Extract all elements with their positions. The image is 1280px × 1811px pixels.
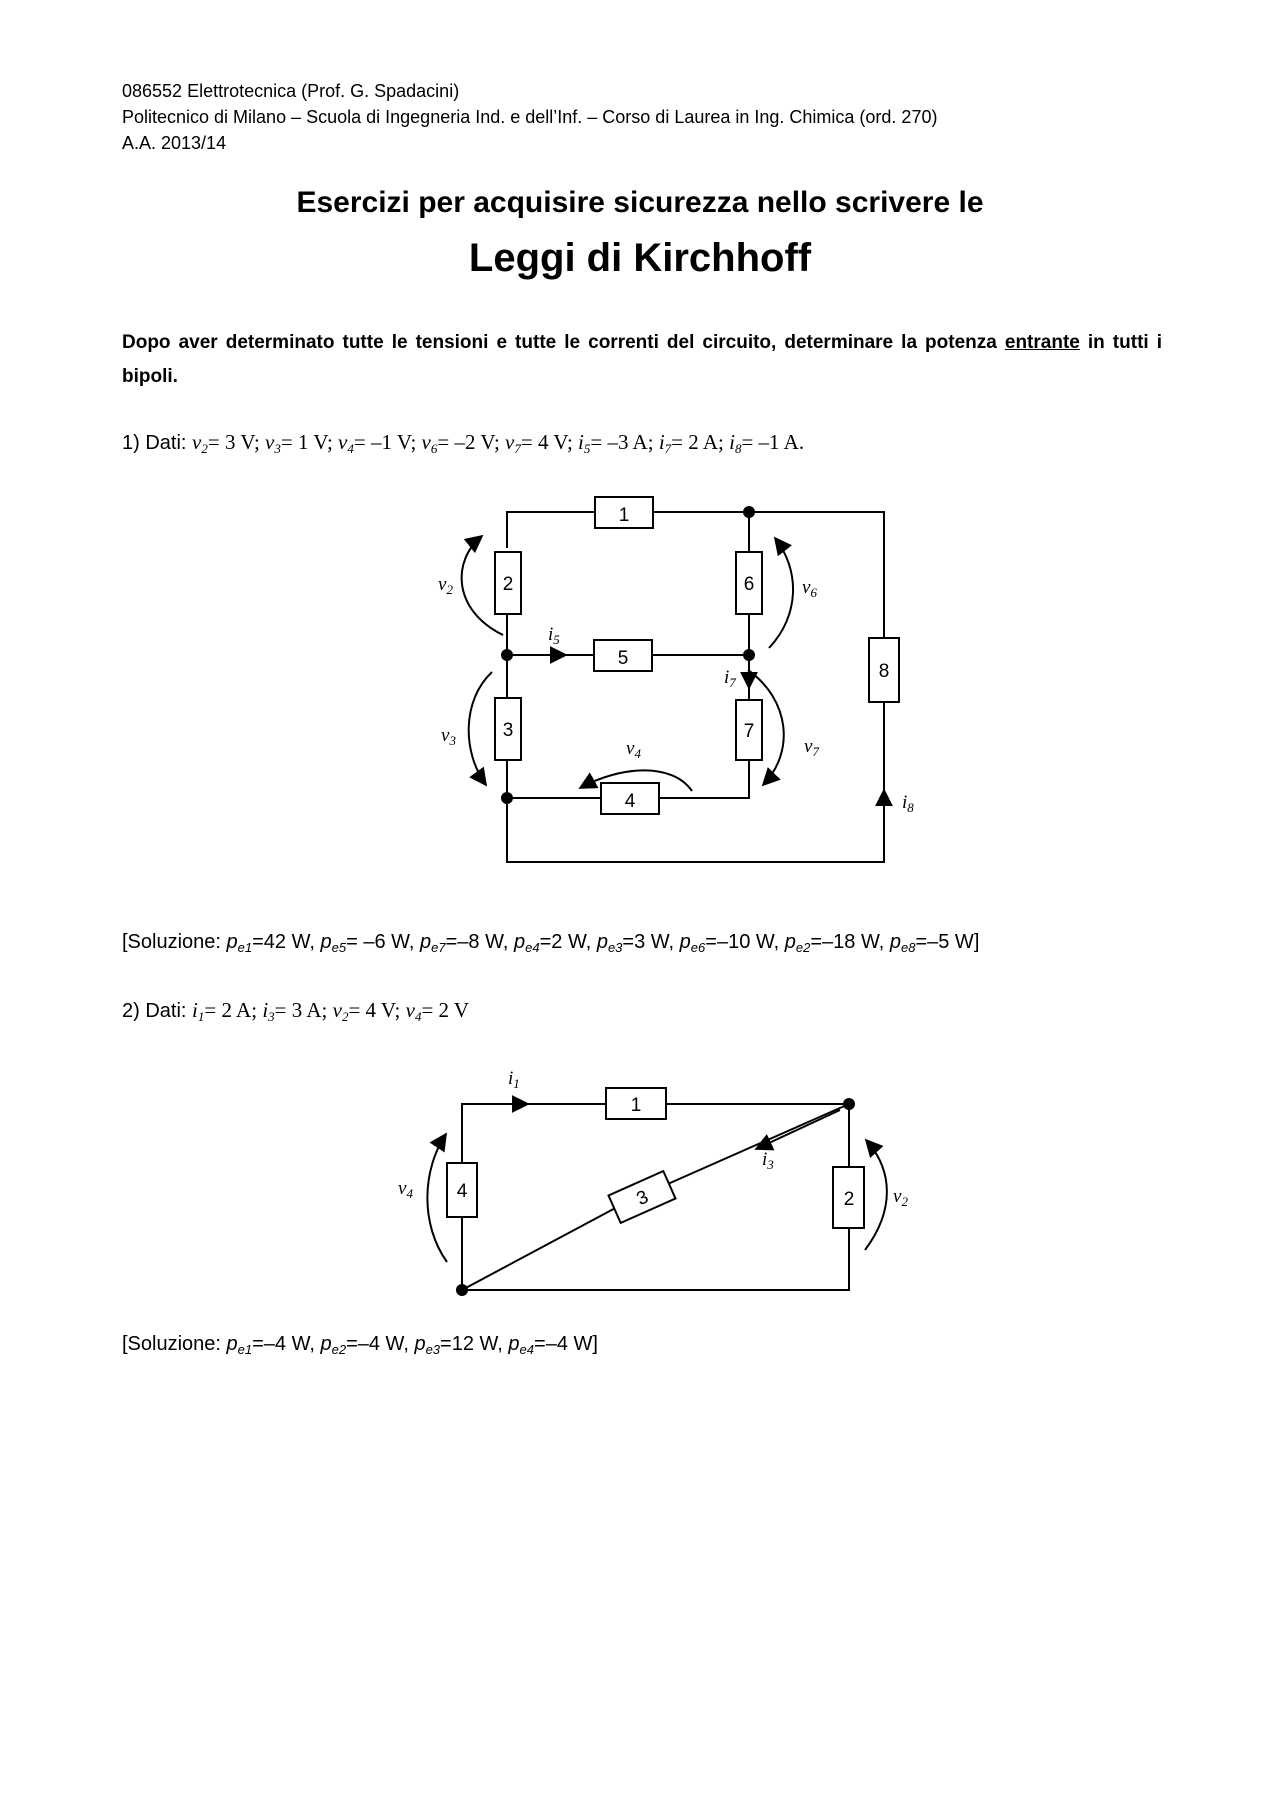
solution-value: =–4 W, [346,1333,415,1355]
data-subscript: 3 [274,441,281,456]
solution-subscript: e1 [237,1342,253,1357]
i1-label: $i_1$ [508,1068,520,1091]
data-subscript: 3 [268,1009,275,1024]
solution-value: =–4 W] [534,1333,598,1355]
data-subscript: 2 [201,441,208,456]
solution-value: =–4 W, [252,1333,321,1355]
i3-arrow [756,1110,840,1149]
data-value: = 2 A [204,998,252,1022]
solution-subscript: e3 [607,940,623,955]
power-symbol: p [679,931,691,953]
solution-value: =–18 W, [810,931,890,953]
solution-value: =–8 W, [445,931,514,953]
i3-label: $i_3$ [762,1149,774,1172]
power-symbol: p [226,931,238,953]
data-symbol: i [262,998,269,1022]
power-symbol: p [513,931,526,953]
data-symbol: v [338,430,348,454]
data-subscript: 6 [430,441,438,456]
bipole-5-number: 5 [617,648,629,669]
i5-label: $i_5$ [548,624,560,647]
solution-value: = –6 W, [346,931,421,953]
power-symbol: p [420,931,432,953]
solution-value: =12 W, [440,1333,509,1355]
circuit-2 [427,1088,887,1296]
title-line-2: Leggi di Kirchhoff [468,236,812,280]
circuit-1-wires [507,512,884,862]
power-symbol: p [320,931,332,953]
data-value: = 4 V [520,430,567,454]
v2-arrow [865,1140,887,1250]
header-course-line: 086552 Elettrotecnica (Prof. G. Spadacini) [122,81,460,101]
data-value: = 3 A [274,998,322,1022]
data-subscript: 7 [664,441,672,456]
v4-arrow [427,1134,447,1262]
solution-value: =3 W, [622,931,680,953]
v7-label: $v_7$ [804,736,819,759]
data-value: = 2 A [671,430,719,454]
solution-value: =–10 W, [705,931,785,953]
bipole-2-number: 2 [843,1189,855,1210]
v2-label: $v_2$ [438,574,453,597]
data-value: = 2 V [421,998,470,1022]
bipole-4-number: 4 [456,1181,468,1202]
data-subscript: 7 [514,441,521,456]
v6-arrow [769,538,793,648]
data-symbol: i [658,430,665,454]
bipole-3-number: 3 [502,720,514,741]
header-school-line: Politecnico di Milano – Scuola di Ingegneria Ind. e dell’Inf. – Corso di Laurea in Ing. Chimica (ord. 270) [122,107,938,127]
power-symbol: p [508,1333,520,1355]
data-symbol: i [729,430,735,454]
ex2-data-values: $i_1= 2$ A; $i_3= 3$ A; $v_2= 4$ V; $v_4= 2$ V [192,998,470,1024]
solution-subscript: e4 [519,1342,535,1357]
i7-label: $i_7$ [724,667,736,690]
circuit-1-arrows [462,536,884,816]
v4-label: $v_4$ [626,738,641,761]
data-symbol: v [265,430,275,454]
data-subscript: 1 [197,1009,205,1024]
data-symbol: v [505,430,515,454]
data-value: = 4 V [348,998,395,1022]
bipole-6-number: 6 [743,574,755,595]
data-value: = –1 A. [741,430,805,454]
ex2-data-label: 2) Dati: [122,1000,193,1022]
power-symbol: p [596,931,608,953]
bipole-1-number: 1 [630,1095,642,1116]
ex1-data-values: $v_2= 3$ V; $v_3= 1$ V; $v_4= -1$ V; $v_6= -2$ V; $v_7= 4$ V; $i_5= -3$ A; $i_7= 2$ A; $i_8= -1$ A. [192,430,805,456]
power-symbol: p [784,931,796,953]
solution-subscript: e2 [795,940,811,955]
bipole-7-number: 7 [743,721,755,742]
node [743,506,755,518]
solution-subscript: e3 [425,1342,441,1357]
v2-label: $v_2$ [893,1186,908,1209]
power-symbol: p [889,931,901,953]
data-subscript: 4 [414,1009,422,1024]
data-symbol: i [192,998,198,1022]
data-value: = 1 V [280,430,327,454]
solution-value: =42 W, [252,931,321,953]
data-subscript: 4 [347,441,354,456]
solution-subscript: e8 [900,940,916,955]
header-year-line: A.A. 2013/14 [122,133,227,153]
data-symbol: v [421,430,431,454]
power-symbol: p [414,1333,426,1355]
v6-label: $v_6$ [802,577,817,600]
bipole-8-number: 8 [878,661,890,682]
solution-value: =2 W, [539,931,597,953]
data-symbol: i [578,430,584,454]
solution-subscript: e5 [331,940,347,955]
data-symbol: v [192,430,202,454]
instructions-text-end: in tutti i bipoli. [122,332,1162,387]
node [843,1098,855,1110]
circuit-2-components [447,1088,864,1228]
v3-arrow [469,672,492,785]
node [501,649,513,661]
bipole-2-number: 2 [502,574,514,595]
node [743,649,755,661]
data-value: = –3 A [590,430,648,454]
data-subscript: 2 [341,1009,349,1024]
data-symbol: v [332,998,342,1022]
ex1-solution-prefix: [Soluzione: [122,931,227,953]
data-value: = –1 V [353,430,411,454]
i8-label: $i_8$ [902,792,914,815]
data-subscript: 5 [583,441,591,456]
solution-subscript: e4 [525,940,540,955]
title-line-1: Esercizi per acquisire sicurezza nello scrivere le [296,186,984,219]
v4-label: $v_4$ [398,1178,413,1201]
solution-subscript: e2 [331,1342,347,1357]
data-value: = –2 V [437,430,494,454]
solution-value: =–5 W] [915,931,980,953]
solution-subscript: e6 [690,940,706,955]
bipole-3-number: 3 [633,1186,652,1211]
bipole-4-number: 4 [624,791,636,812]
solution-subscript: e7 [431,940,446,955]
v3-label: $v_3$ [441,725,456,748]
circuit-1 [462,497,899,862]
ex1-data-label: 1) Dati: [122,432,193,454]
ex2-solution-prefix: [Soluzione: [122,1333,227,1355]
data-value: = 3 V [207,430,254,454]
data-symbol: v [405,998,415,1022]
solution-subscript: e1 [237,940,253,955]
node [501,792,513,804]
power-symbol: p [226,1333,238,1355]
instructions-text-start: Dopo aver determinato tutte le tensioni e tutte le correnti del circuito, determinare la potenza [122,332,1005,353]
instructions-underlined: entrante [1004,332,1080,353]
data-subscript: 8 [734,441,742,456]
bipole-1-number: 1 [618,505,630,526]
power-symbol: p [320,1333,332,1355]
node [456,1284,468,1296]
